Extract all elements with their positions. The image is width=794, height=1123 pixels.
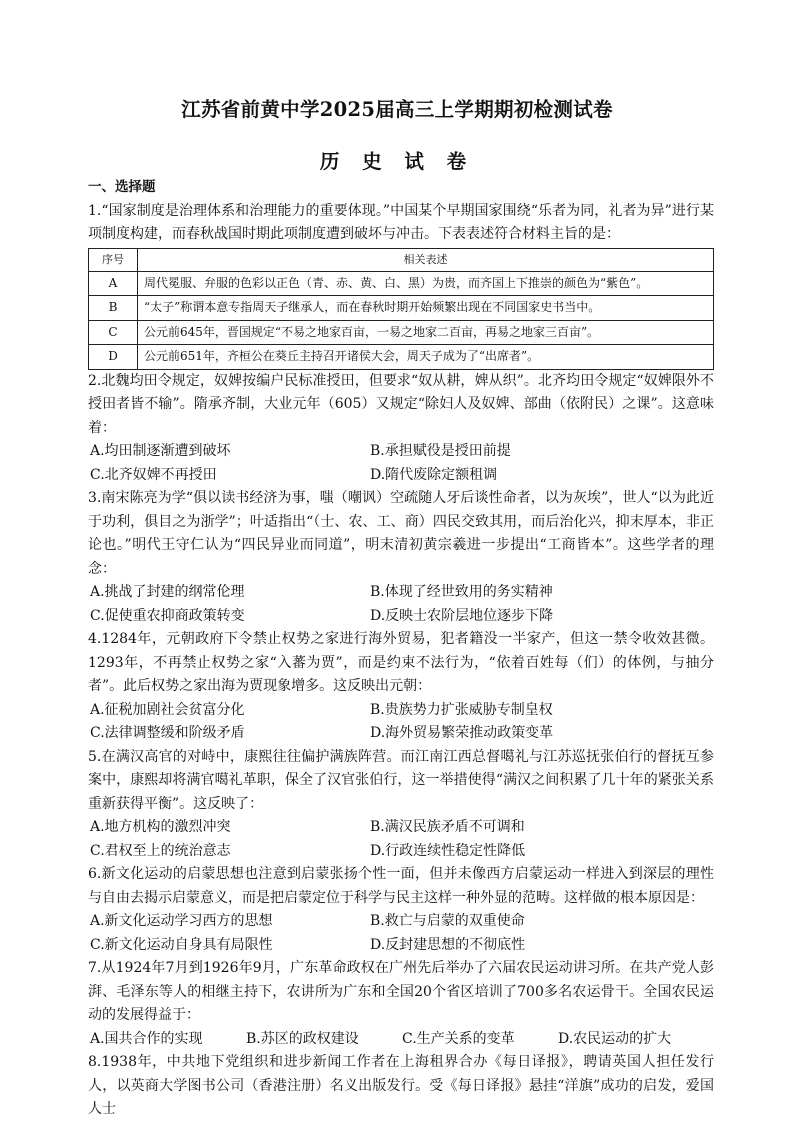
option-d: D.隋代废除定额租调 [370,466,498,483]
exam-subject: 历 史 试 卷 [319,150,475,173]
option-b: B.满汉民族矛盾不可调和 [370,819,525,835]
table-cell-statement: 公元前645年，晋国规定“不易之地家百亩，一易之地家二百亩，再易之地家三百亩”。 [138,320,714,345]
option-b: B.承担赋役是授田前提 [370,443,511,459]
exam-title: 江苏省前黄中学2025届高三上学期期初检测试卷 [181,98,613,121]
question-stem: 2.北魏均田令规定，奴婢按编户民标准授田，但要求“奴从耕，婢从织”。北齐均田令规定“奴婢限外不授田者皆不输”。隋承齐制，大业元年（605）又规定“除妇人及奴婢、部曲（依附民）之课”。这意味着： [88,372,714,436]
option-d: D.反映士农阶层地位逐步下降 [370,607,554,624]
option-a: A.新文化运动学习西方的思想 [90,913,273,929]
table-header-index: 序号 [89,248,138,271]
question-stem: 4.1284年，元朝政府下令禁止权势之家进行海外贸易，犯者籍没一半家产，但这一禁令收效甚微。1293年，不再禁止权势之家“入蕃为贾”，而是约束不法行为，“依着百姓每（们）的体例，与抽分者”。此后权势之家出海为贾现象增多。这反映出元朝： [88,631,714,694]
question-stem: 1.“国家制度是治理体系和治理能力的重要体现。”中国某个早期国家围绕“乐者为同，礼者为异”进行某项制度构建，而春秋战国时期此项制度遭到破坏与冲击。下表表述符合材料主旨的是： [88,202,714,242]
option-a: A.地方机构的激烈冲突 [90,819,231,835]
question-6 [88,863,714,957]
options-list [88,581,714,628]
question-7 [88,957,714,1051]
option-a: A.国共合作的实现 [90,1030,203,1047]
table-row [89,271,714,296]
option-c: C.法律调整缓和阶级矛盾 [90,725,245,741]
table-cell-statement: “太子”称谓本意专指周天子继承人，而在春秋时期开始频繁出现在不同国家史书当中。 [138,296,714,321]
table-cell-index: D [89,345,138,370]
option-d: D.农民运动的扩大 [558,1030,672,1047]
option-c: C.促使重农抑商政策转变 [90,607,245,624]
question-1 [88,200,714,370]
option-b: B.苏区的政权建设 [246,1030,359,1047]
options-list [88,910,714,957]
question-stem: 5.在满汉高官的对峙中，康熙往往偏护满族阵营。而江南江西总督噶礼与江苏巡抚张伯行的督抚互参案中，康熙却将满官噶礼革职，保全了汉官张伯行，这一举措使得“满汉之间积累了几十年的紧张关系重新获得平衡”。这反映了： [88,748,714,812]
question-1-table [88,248,714,370]
options-list [88,1028,714,1052]
question-stem: 3.南宋陈亮为学“俱以读书经济为事，嗤（嘲讽）空疏随人牙后谈性命者，以为灰埃”，世人“以为此近于功利，俱目之为浙学”；叶适指出“（士、农、工、商）四民交致其用，而后治化兴，抑末厚本，非正论也。”明代王守仁认为“四民异业而同道”，明末清初黄宗羲进一步提出“工商皆本”。这些学者的理念： [88,490,714,577]
table-cell-index: A [89,271,138,296]
options-list [88,440,714,487]
option-c: C.君权至上的统治意志 [90,842,231,859]
option-d: D.海外贸易繁荣推动政策变革 [370,725,554,741]
question-stem: 8.1938年，中共地下党组织和进步新闻工作者在上海租界合办《每日译报》，聘请英国人担任发行人，以英商大学图书公司（香港注册）名义出版发行。受《每日译报》悬挂“洋旗”成功的启发，爱国人士 [88,1054,714,1117]
option-c: C.生产关系的变革 [402,1030,515,1047]
table-row [89,320,714,345]
option-a: A.均田制逐渐遭到破坏 [90,443,231,459]
option-c: C.北齐奴婢不再授田 [90,466,217,483]
table-cell-index: B [89,296,138,321]
option-d: D.反封建思想的不彻底性 [370,936,526,953]
table-row [89,296,714,321]
exam-content [88,176,714,1122]
table-cell-statement: 周代冕服、弁服的色彩以正色（青、赤、黄、白、黑）为贵，而齐国上下推崇的颜色为“紫色”。 [138,271,714,296]
question-2 [88,370,714,488]
table-row [89,345,714,370]
table-header-row [89,248,714,271]
options-list [88,699,714,746]
table-cell-statement: 公元前651年，齐桓公在葵丘主持召开诸侯大会，周天子成为了“出席者”。 [138,345,714,370]
table-cell-index: C [89,320,138,345]
question-3 [88,487,714,628]
question-4 [88,628,714,746]
option-b: B.救亡与启蒙的双重使命 [370,913,525,929]
table-header-statement: 相关表述 [138,248,714,271]
option-c: C.新文化运动自身具有局限性 [90,936,273,953]
option-a: A.征税加剧社会贫富分化 [90,701,245,718]
option-b: B.贵族势力扩张威胁专制皇权 [370,701,553,718]
option-d: D.行政连续性稳定性降低 [370,842,526,859]
option-b: B.体现了经世致用的务实精神 [370,584,553,600]
question-stem: 7.从1924年7月到1926年9月，广东革命政权在广州先后举办了六届农民运动讲习所。在共产党人彭湃、毛泽东等人的相继主持下，农讲所为广东和全国20个省区培训了700多名农运骨干。全国农民运动的发展得益于： [88,960,714,1023]
question-8 [88,1051,714,1122]
option-a: A.挑战了封建的纲常伦理 [90,584,245,600]
question-stem: 6.新文化运动的启蒙思想也注意到启蒙张扬个性一面，但并未像西方启蒙运动一样进入到深层的理性与自由去揭示启蒙意义，而是把启蒙定位于科学与民主这样一种外显的范畴。这样做的根本原因是： [88,866,714,906]
question-5 [88,746,714,864]
options-list [88,816,714,863]
section-label: 一、选择题 [88,179,156,195]
